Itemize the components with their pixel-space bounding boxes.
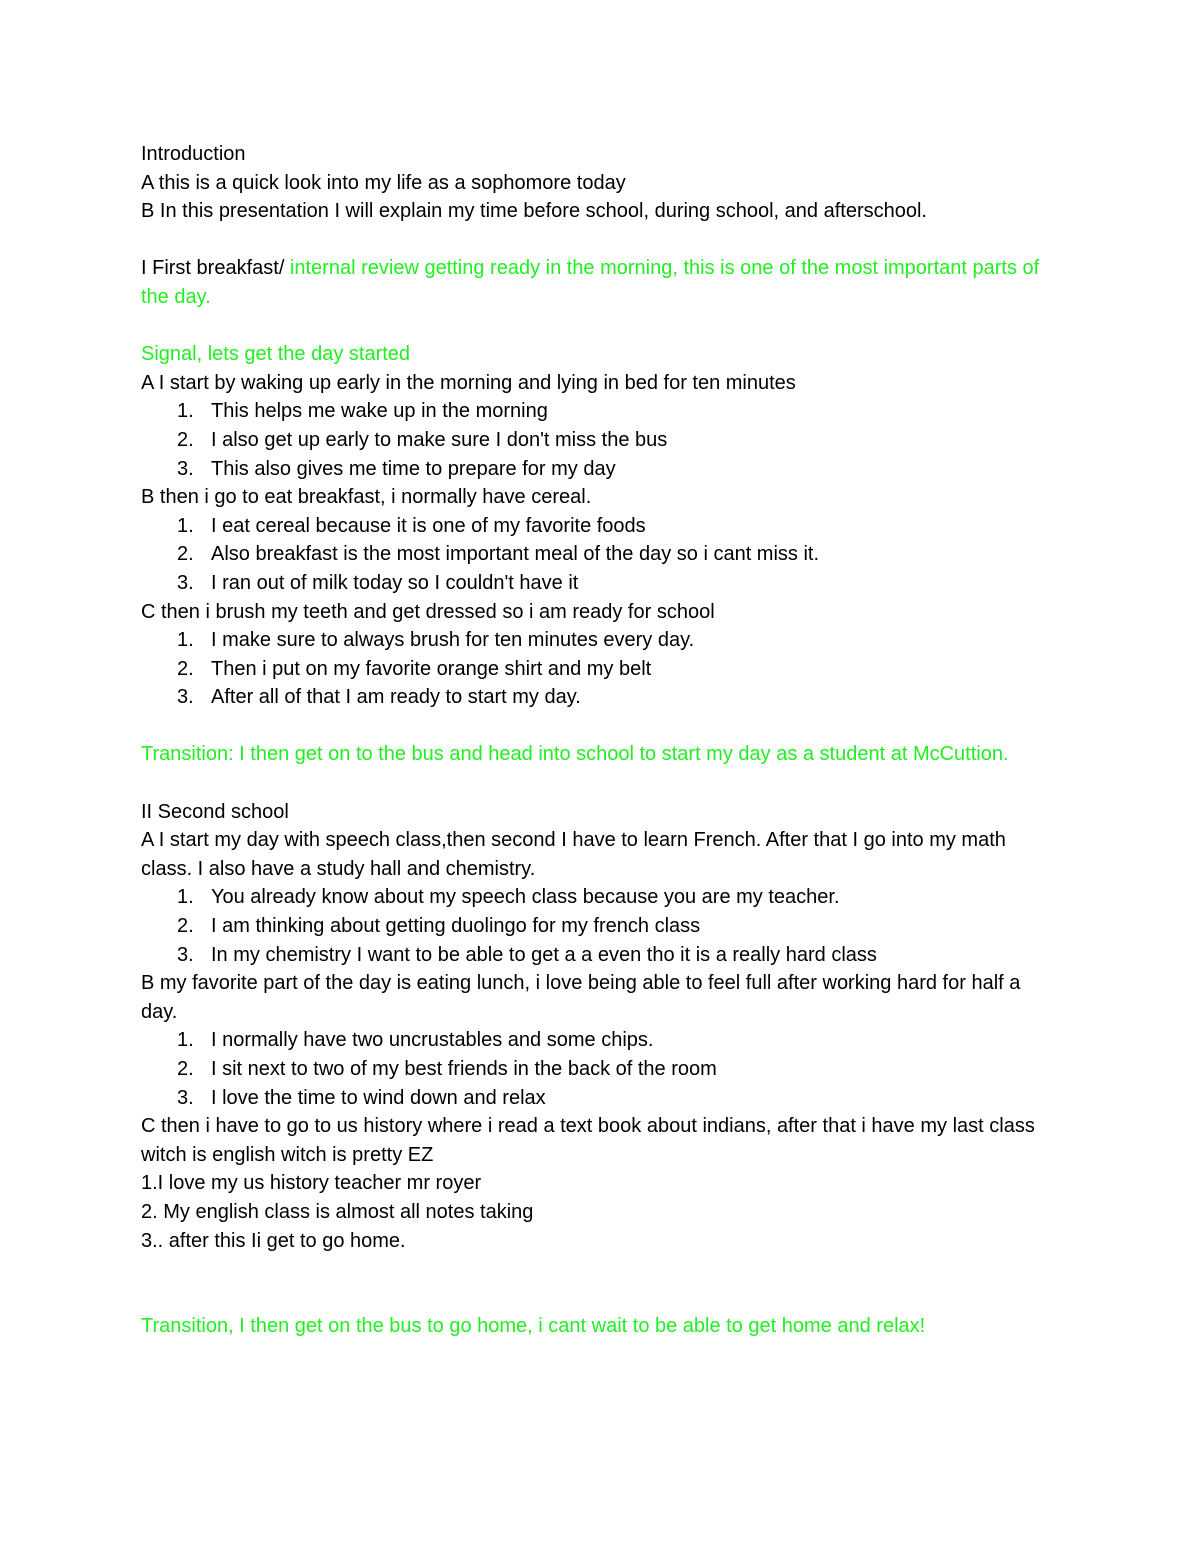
spacer (141, 226, 1061, 255)
list-text: I ran out of milk today so I couldn't have it (211, 571, 579, 594)
list-number: 1. (177, 1029, 194, 1052)
list-number: 2. (177, 915, 194, 938)
section2-heading: II Second school (141, 800, 289, 823)
section2-c-line-2: 2. My english class is almost all notes taking (141, 1200, 534, 1223)
list-number: 1. (177, 514, 194, 537)
intro-heading: Introduction (141, 143, 246, 165)
section1-point-c: C then i brush my teeth and get dressed so i am ready for school (141, 600, 715, 623)
intro-point-b: B In this presentation I will explain my time before school, during school, and afterschool. (141, 200, 927, 223)
list-item (141, 1084, 1061, 1113)
section1-b-list (141, 512, 1061, 598)
list-text: I sit next to two of my best friends in the back of the room (211, 1058, 717, 1080)
list-text: I love the time to wind down and relax (211, 1086, 546, 1109)
list-item (141, 512, 1061, 541)
list-text: Then i put on my favorite orange shirt and my belt (211, 657, 652, 680)
list-item (141, 941, 1061, 970)
list-item (141, 426, 1061, 455)
list-number: 3. (177, 457, 194, 480)
section1-internal-review: internal review getting ready in the morning, this is one of the most important parts of the day. (141, 257, 1040, 308)
list-text: After all of that I am ready to start my day. (211, 686, 581, 709)
section1-point-a: A I start by waking up early in the morning and lying in bed for ten minutes (141, 371, 796, 394)
spacer (141, 712, 1061, 741)
list-text: In my chemistry I want to be able to get a a even tho it is a really hard class (211, 943, 877, 966)
list-item (141, 569, 1061, 598)
list-number: 3. (177, 686, 194, 709)
list-item (141, 1055, 1061, 1084)
section2-b-list (141, 1026, 1061, 1112)
section2-point-b: B my favorite part of the day is eating lunch, i love being able to feel full after working hard for half a day. (141, 972, 1021, 1023)
list-item (141, 1026, 1061, 1055)
section1-transition: Transition: I then get on to the bus and head into school to start my day as a student at McCuttion. (141, 743, 1009, 766)
list-text: I also get up early to make sure I don't miss the bus (211, 428, 668, 451)
list-number: 3. (177, 943, 194, 966)
section1-heading (141, 254, 1061, 311)
section2-point-c: C then i have to go to us history where i read a text book about indians, after that i have my last class witch is english witch is pretty EZ (141, 1115, 1035, 1166)
section1-a-list (141, 397, 1061, 483)
section2-c-line-1: 1.I love my us history teacher mr royer (141, 1172, 482, 1195)
list-number: 2. (177, 428, 194, 451)
list-text: I am thinking about getting duolingo for my french class (211, 915, 701, 938)
spacer (141, 769, 1061, 798)
section2-point-a: A I start my day with speech class,then second I have to learn French. After that I go into my math class. I also have a study hall and chemistry. (141, 829, 1006, 880)
list-number: 3. (177, 1086, 194, 1109)
list-number: 1. (177, 886, 194, 909)
list-item (141, 912, 1061, 941)
list-text: This helps me wake up in the morning (211, 400, 548, 423)
list-item (141, 683, 1061, 712)
list-number: 2. (177, 1058, 194, 1080)
intro-point-a: A this is a quick look into my life as a sophomore today (141, 171, 626, 194)
list-text: You already know about my speech class because you are my teacher. (211, 886, 840, 909)
section1-heading-label: I First breakfast/ (141, 257, 290, 280)
list-text: This also gives me time to prepare for my day (211, 457, 616, 480)
list-item (141, 883, 1061, 912)
list-text: Also breakfast is the most important meal of the day so i cant miss it. (211, 543, 820, 566)
section2-c-line-3: 3.. after this Ii get to go home. (141, 1229, 406, 1252)
section2-a-list (141, 883, 1061, 969)
list-item (141, 655, 1061, 684)
list-number: 3. (177, 571, 194, 594)
document-page (141, 140, 1061, 1341)
list-number: 1. (177, 629, 194, 652)
list-item (141, 540, 1061, 569)
section1-point-b: B then i go to eat breakfast, i normally have cereal. (141, 486, 592, 509)
list-text: I normally have two uncrustables and some chips. (211, 1029, 654, 1052)
spacer (141, 312, 1061, 341)
list-text: I make sure to always brush for ten minutes every day. (211, 629, 695, 652)
list-number: 2. (177, 543, 194, 566)
list-item (141, 455, 1061, 484)
spacer (141, 1255, 1061, 1312)
list-number: 1. (177, 400, 194, 423)
section1-signal: Signal, lets get the day started (141, 343, 411, 366)
section2-transition: Transition, I then get on the bus to go home, i cant wait to be able to get home and relax! (141, 1315, 926, 1338)
list-item (141, 626, 1061, 655)
list-text: I eat cereal because it is one of my favorite foods (211, 514, 646, 537)
list-number: 2. (177, 657, 194, 680)
section1-c-list (141, 626, 1061, 712)
list-item (141, 397, 1061, 426)
